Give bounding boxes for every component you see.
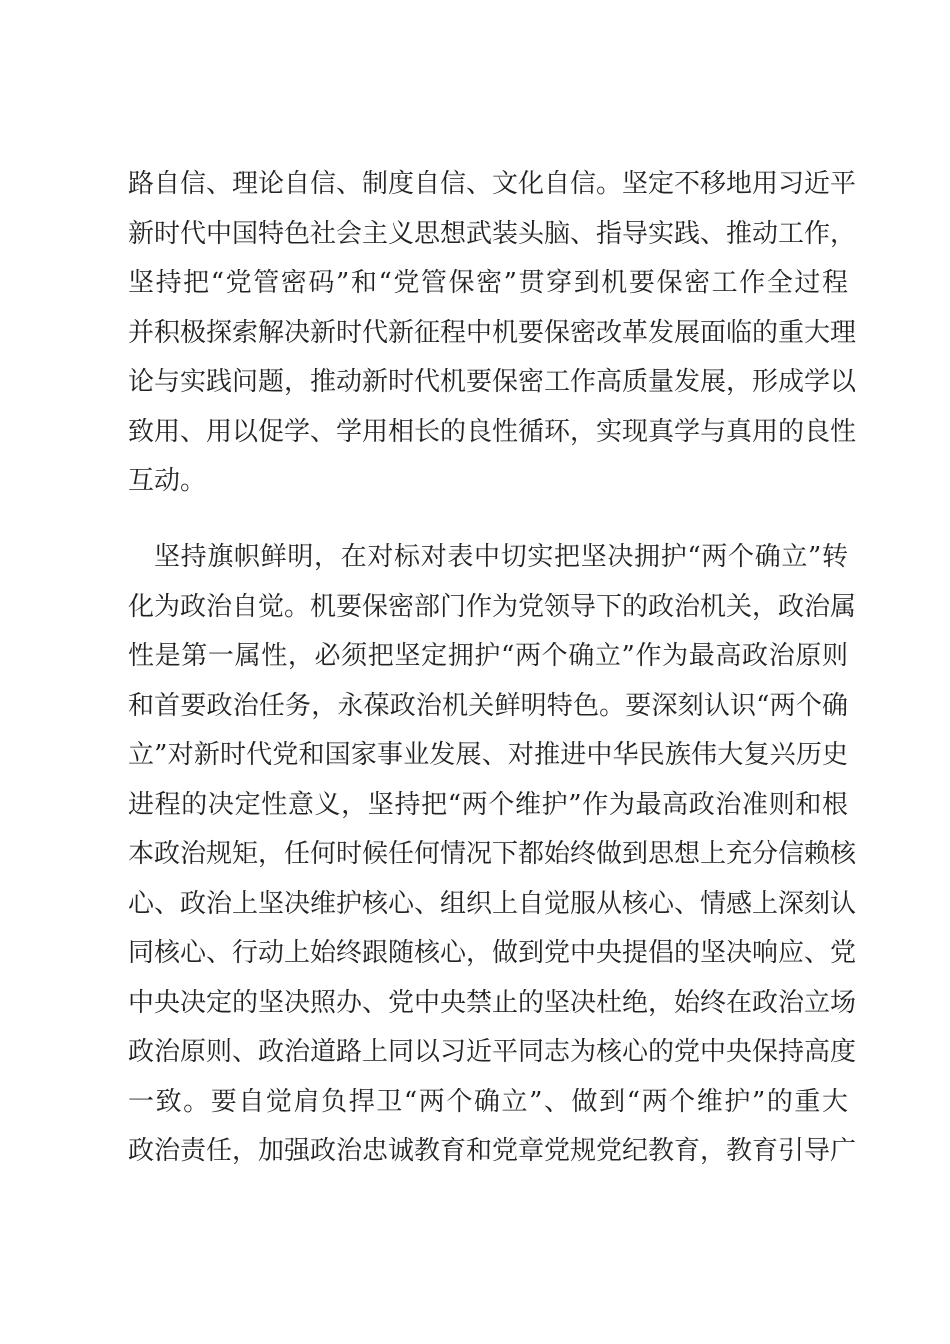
text-line: 政治责任，加强政治忠诚教育和党章党规党纪教育，教育引导广 [128,1136,857,1166]
text-line: 论与实践问题，推动新时代机要保密工作高质量发展，形成学以 [128,367,857,397]
paragraph-1 [128,160,857,507]
text-line: 坚持旗帜鲜明，在对标对表中切实把坚决拥护“两个确立”转 [154,542,848,572]
text-line: 新时代中国特色社会主义思想武装头脑、指导实践、推动工作， [128,218,857,249]
text-line: 致用、用以促学、学用相长的良性循环，实现真学与真用的良性 [128,416,857,447]
text-line: 性是第一属性，必须把坚定拥护“两个确立”作为最高政治原则 [128,641,848,671]
text-line: 一致。要自觉肩负捍卫“两个确立”、做到“两个维护”的重大 [128,1086,848,1117]
paragraph-2 [128,533,857,1177]
text-line: 和首要政治任务，永葆政治机关鲜明特色。要深刻认识“两个确 [128,690,848,721]
text-line: 坚持把“党管密码”和“党管保密”贯穿到机要保密工作全过程 [128,268,848,298]
text-line: 政治原则、政治道路上同以习近平同志为核心的党中央保持高度 [128,1037,857,1067]
text-line: 进程的决定性意义，坚持把“两个维护”作为最高政治准则和根 [128,789,848,820]
text-line: 立”对新时代党和国家事业发展、对推进中华民族伟大复兴历史 [128,740,848,770]
text-line: 路自信、理论自信、制度自信、文化自信。坚定不移地用习近平 [128,169,857,199]
text-line: 心、政治上坚决维护核心、组织上自觉服从核心、情感上深刻认 [128,888,857,919]
text-line: 同核心、行动上始终跟随核心，做到党中央提倡的坚决响应、党 [128,938,857,968]
text-line: 化为政治自觉。机要保密部门作为党领导下的政治机关，政治属 [128,591,857,622]
text-line: 互动。 [128,466,207,496]
text-line: 本政治规矩，任何时候任何情况下都始终做到思想上充分信赖核 [128,839,857,869]
text-line: 并积极探索解决新时代新征程中机要保密改革发展面临的重大理 [128,317,857,348]
text-line: 中央决定的坚决照办、党中央禁止的坚决杜绝，始终在政治立场 [128,987,857,1018]
